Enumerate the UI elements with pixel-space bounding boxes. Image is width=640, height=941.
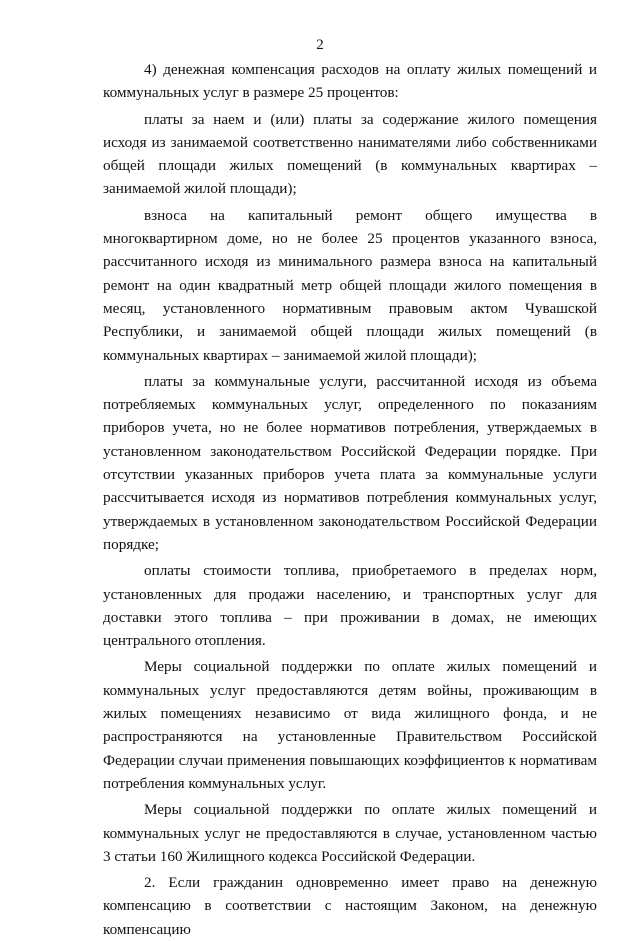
document-body [103,58,597,941]
page-number: 2 [316,37,324,53]
paragraph-section-2: 2. Если гражданин одновременно имеет право на денежную компенсацию в соответствии с настоящим Законом, на денежную компенсацию [103,874,597,938]
paragraph-exclusion: Меры социальной поддержки по оплате жилых помещений и коммунальных услуг не предоставляются в случае, установленном частью 3 статьи 160 Жилищного кодекса Российской Федерации. [103,801,597,865]
paragraph-capital-repair: взноса на капитальный ремонт общего имущества в многоквартирном доме, но не более 25 процентов указанного взноса, рассчитанного исходя из минимального размера взноса на капитальный ремонт на один квадратный метр общей площади жилого помещения в месяц, установленного нормативным правовым актом Чувашской Республики, и занимаемой общей площади жилых помещений (в коммунальных квартирах – занимаемой жилой площади); [103,206,597,364]
paragraph-war-children: Меры социальной поддержки по оплате жилых помещений и коммунальных услуг предоставляются детям войны, проживающим в жилых помещениях независимо от вида жилищного фонда, и не распространяются на установленные Правительством Российской Федерации случаи применения повышающих коэффициентов к нормативам потребления коммунальных услуг. [103,658,597,792]
paragraph-utilities: платы за коммунальные услуги, рассчитанной исходя из объема потребляемых коммунальных услуг, определенного по показаниям приборов учета, но не более нормативов потребления, утверждаемых в установленном законодательством Российской Федерации порядке. При отсутствии указанных приборов учета плата за коммунальные услуги рассчитывается исходя из нормативов потребления коммунальных услуг, утверждаемых в установленном законодательством Российской Федерации порядке; [103,372,597,553]
paragraph-fuel: оплаты стоимости топлива, приобретаемого в пределах норм, установленных для продажи населению, и транспортных услуг для доставки этого топлива – при проживании в домах, не имеющих центрального отопления. [103,562,597,650]
paragraph-rent-payment: платы за наем и (или) платы за содержание жилого помещения исходя из занимаемой соответственно нанимателями либо собственниками общей площади жилых помещений (в коммунальных квартирах – занимаемой жилой площади); [103,110,597,198]
paragraph-compensation-25-percent: 4) денежная компенсация расходов на оплату жилых помещений и коммунальных услуг в размере 25 процентов: [103,61,597,102]
